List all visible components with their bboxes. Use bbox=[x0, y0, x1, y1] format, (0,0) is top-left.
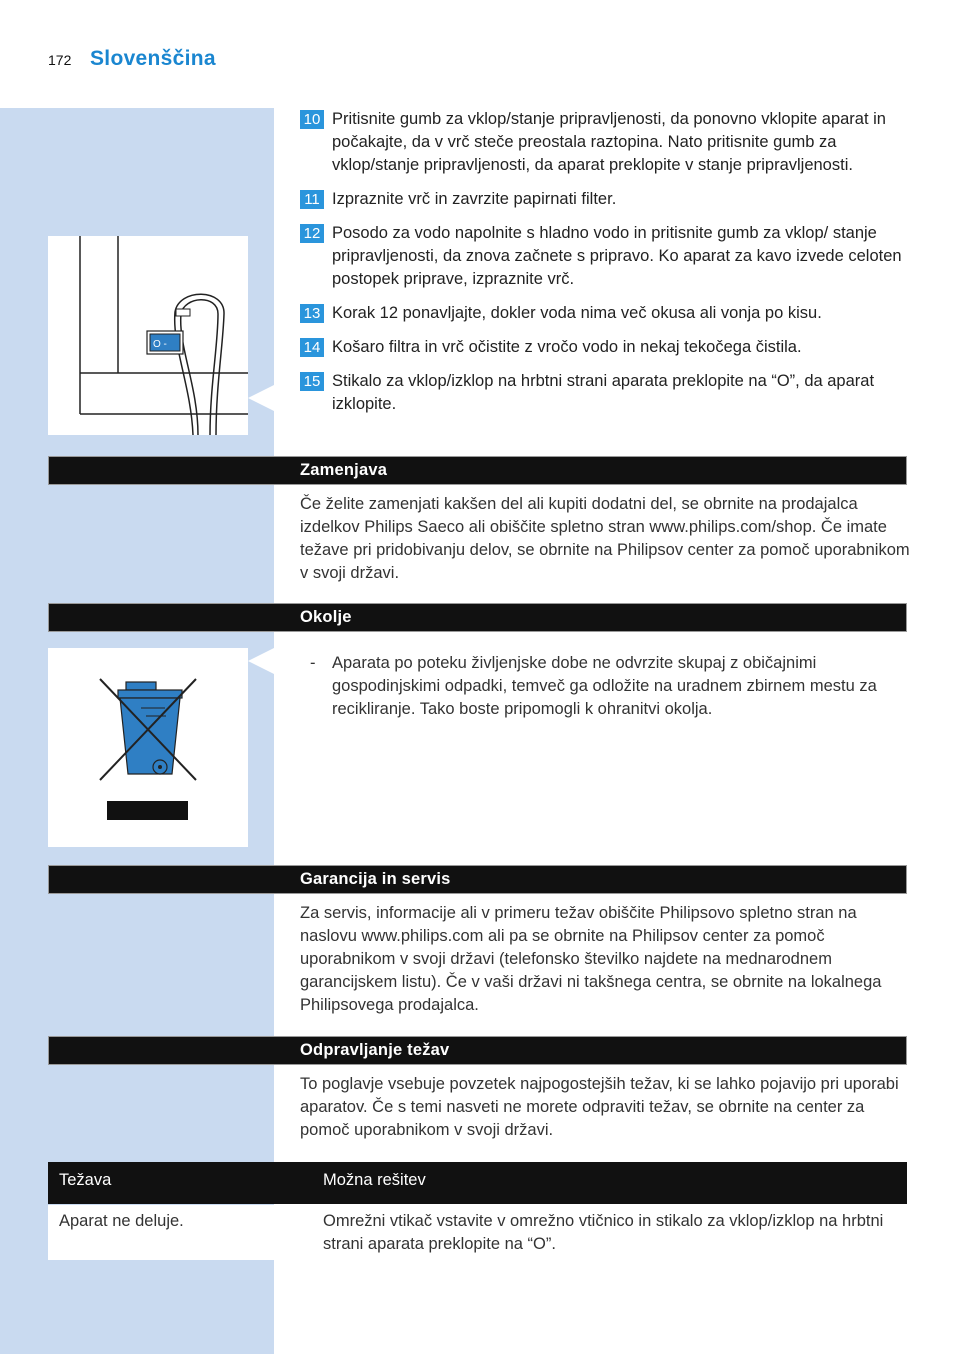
step-item bbox=[300, 336, 910, 359]
image-pointer bbox=[248, 648, 274, 674]
crossed-bin-icon bbox=[48, 648, 248, 847]
section-header-troubleshooting bbox=[48, 1036, 907, 1065]
section-header-environment bbox=[48, 603, 907, 632]
solution-cell: Omrežni vtikač vstavite v omrežno vtičnico in stikalo za vklop/izklop na hrbtni strani aparata preklopite na “O”. bbox=[323, 1212, 884, 1253]
step-number: 11 bbox=[300, 190, 324, 209]
switch-label: O - bbox=[153, 339, 167, 350]
step-item bbox=[300, 370, 910, 416]
page-title: Slovenščina bbox=[90, 47, 216, 70]
problem-cell: Aparat ne deluje. bbox=[59, 1212, 184, 1230]
section-title: Zamenjava bbox=[300, 461, 388, 479]
descaling-steps bbox=[300, 108, 910, 427]
step-item bbox=[300, 108, 910, 177]
step-text: Korak 12 ponavljajte, dokler voda nima več okusa ali vonja po kisu. bbox=[332, 304, 822, 322]
section-header-warranty bbox=[48, 865, 907, 894]
recycle-bin-illustration bbox=[48, 648, 248, 847]
bullet-dash: - bbox=[310, 654, 316, 672]
image-pointer bbox=[248, 385, 274, 411]
step-item bbox=[300, 302, 910, 325]
environment-text: Aparata po poteku življenjske dobe ne odvrzite skupaj z običajnimi gospodinjskimi odpadki, temveč ga odložite na uradnem zbirnem mestu za recikliranje. Tako boste pripomogli k ohranitvi okolja. bbox=[332, 654, 877, 718]
environment-bullet bbox=[300, 652, 912, 721]
warranty-text: Za servis, informacije ali v primeru težav obiščite Philipsovo spletno stran na naslovu www.philips.com ali pa se obrnite na Philipsov center za pomoč uporabnikom v svoji državi (telefonsko številko najdete na mednarodnem garancijskem listu). Če v vaši državi ni takšnega centra, se obrnite na lokalnega Philipsovega prodajalca. bbox=[300, 904, 882, 1014]
step-text: Izpraznite vrč in zavrzite papirnati filter. bbox=[332, 190, 617, 208]
section-header-replacement bbox=[48, 456, 907, 485]
section-title: Odpravljanje težav bbox=[300, 1041, 450, 1059]
troubleshooting-table-header bbox=[48, 1162, 907, 1204]
appliance-back-drawing bbox=[48, 236, 248, 435]
step-text: Pritisnite gumb za vklop/stanje pripravljenosti, da ponovno vklopite aparat in počakajte, da v vrč steče preostala raztopina. Nato pritisnite gumb za vklop/stanje pripravljenosti, da aparat preklopite v stanje pripravljenosti. bbox=[332, 110, 886, 174]
column-header-solution: Možna rešitev bbox=[323, 1171, 426, 1189]
section-title: Garancija in servis bbox=[300, 870, 451, 888]
appliance-switch-illustration bbox=[48, 236, 248, 435]
page-number: 172 bbox=[48, 52, 72, 68]
step-number: 15 bbox=[300, 372, 324, 391]
column-header-problem: Težava bbox=[59, 1171, 112, 1189]
step-number: 10 bbox=[300, 110, 324, 129]
step-item bbox=[300, 222, 910, 291]
step-number: 14 bbox=[300, 338, 324, 357]
table-row bbox=[48, 1205, 907, 1260]
troubleshooting-text: To poglavje vsebuje povzetek najpogostejših težav, ki se lahko pojavijo pri uporabi aparatov. Če s temi nasveti ne morete odpraviti težav, se obrnite na center za pomoč uporabnikom v svoji državi. bbox=[300, 1075, 899, 1139]
section-title: Okolje bbox=[300, 608, 352, 626]
step-text: Košaro filtra in vrč očistite z vročo vodo in nekaj tekočega čistila. bbox=[332, 338, 802, 356]
step-number: 13 bbox=[300, 304, 324, 323]
replacement-text: Če želite zamenjati kakšen del ali kupiti dodatni del, se obrnite na prodajalca izdelkov Philips Saeco ali obiščite spletno stran www.philips.com/shop. Če imate težave pri pridobivanju delov, se obrnite na Philipsov center za pomoč uporabnikom v svoji državi. bbox=[300, 495, 910, 582]
step-text: Posodo za vodo napolnite s hladno vodo in pritisnite gumb za vklop/ stanje pripravljenosti, da znova začnete s pripravo. Ko aparat za kavo izvede celoten postopek priprave, izpraznite vrč. bbox=[332, 224, 902, 288]
step-item bbox=[300, 188, 910, 211]
step-number: 12 bbox=[300, 224, 324, 243]
step-text: Stikalo za vklop/izklop na hrbtni strani aparata preklopite na “O”, da aparat izklopite. bbox=[332, 372, 875, 413]
